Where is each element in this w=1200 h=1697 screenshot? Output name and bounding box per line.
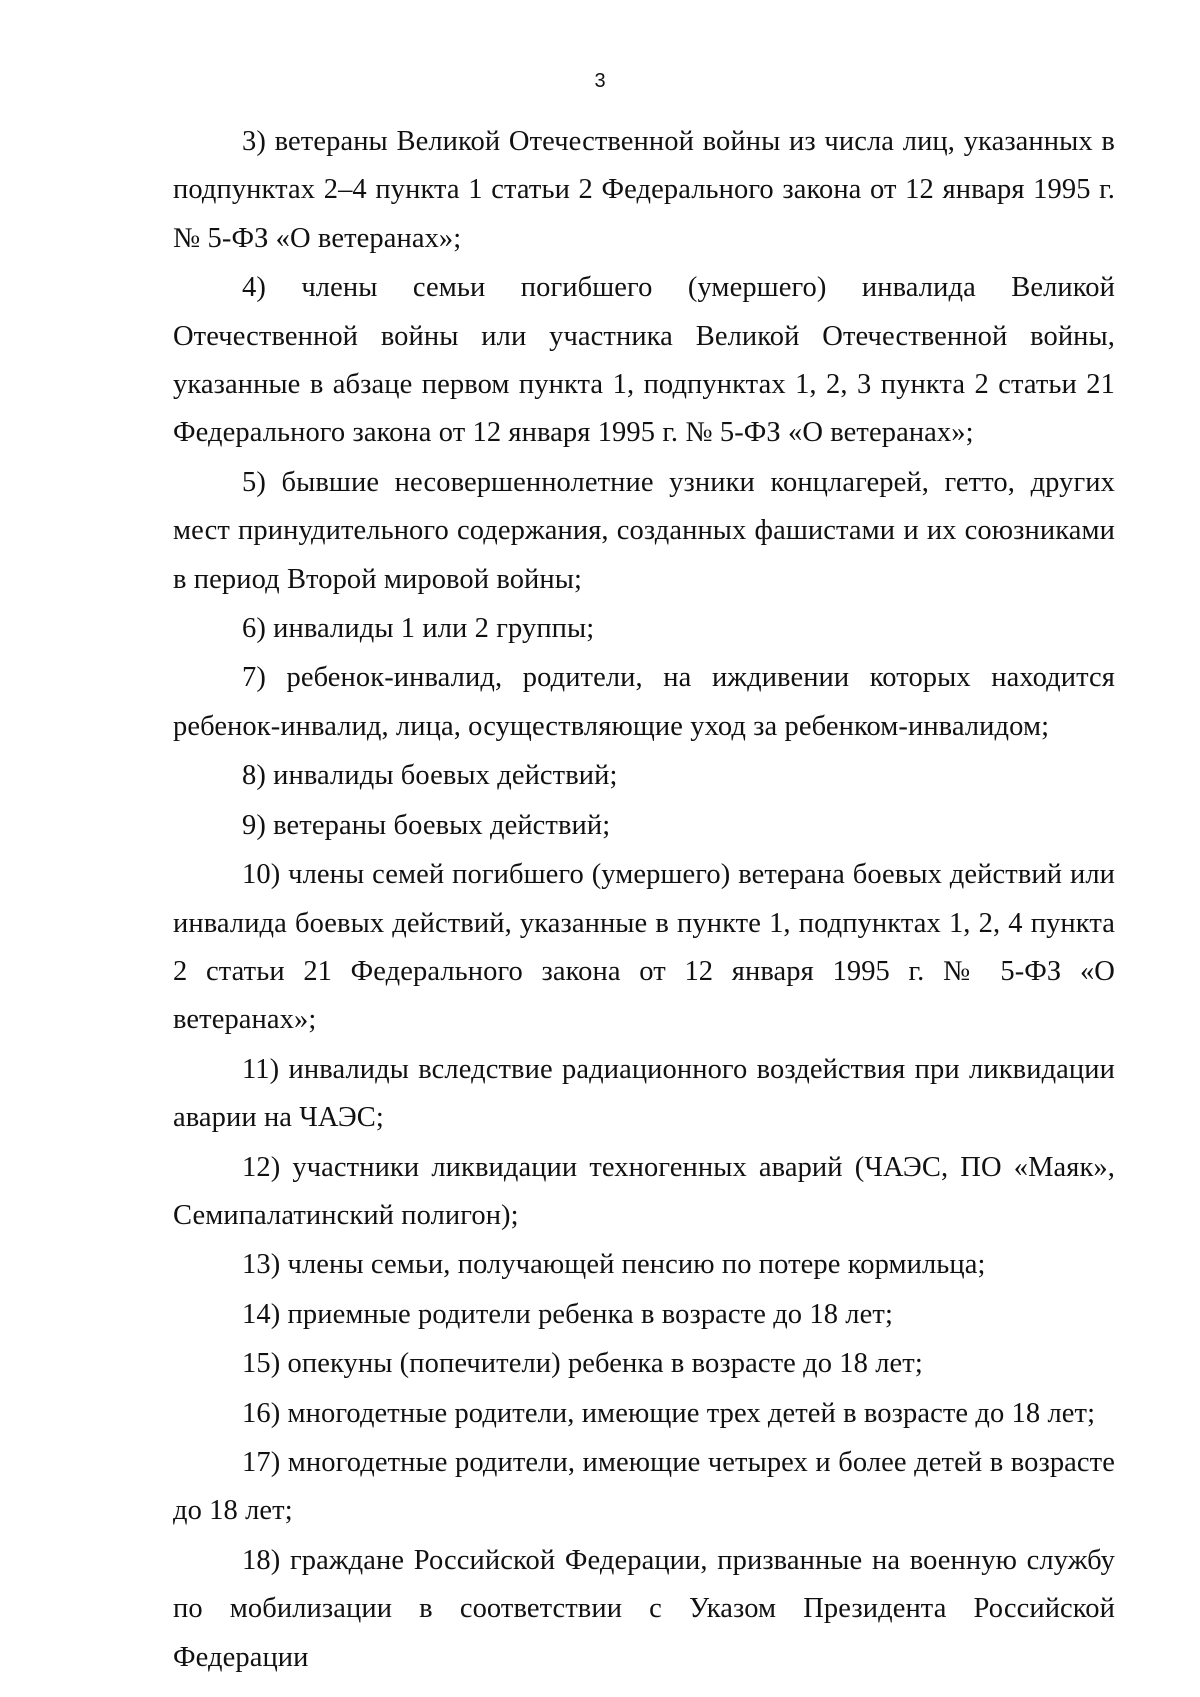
document-body [173, 118, 1115, 1683]
list-item: 9) ветераны боевых действий; [242, 809, 611, 841]
list-item: 4) члены семьи погибшего (умершего) инвалида Великой Отечественной войны или участника Великой Отечественной войны, указанные в абзаце первом пункта 1, подпунктах 1, 2, 3 пункта 2 статьи 21 Федерального закона от 12 января 1995 г. № 5-ФЗ «О ветеранах»; [173, 272, 1115, 449]
list-item: 15) опекуны (попечители) ребенка в возрасте до 18 лет; [242, 1348, 923, 1380]
list-item: 13) члены семьи, получающей пенсию по потере кормильца; [242, 1249, 986, 1281]
list-item: 12) участники ликвидации техногенных аварий (ЧАЭС, ПО «Маяк», Семипалатинский полигон); [173, 1151, 1115, 1231]
list-item: 5) бывшие несовершеннолетние узники концлагерей, гетто, других мест принудительного содержания, созданных фашистами и их союзниками в период Второй мировой войны; [173, 466, 1115, 595]
list-item: 17) многодетные родители, имеющие четырех и более детей в возрасте до 18 лет; [173, 1446, 1115, 1527]
list-item: 7) ребенок-инвалид, родители, на иждивении которых находится ребенок-инвалид, лица, осуществляющие уход за ребенком-инвалидом; [173, 662, 1115, 742]
list-item: 18) граждане Российской Федерации, призванные на военную службу по мобилизации в соответствии с Указом Президента Российской Федерации [173, 1544, 1115, 1673]
list-item: 8) инвалиды боевых действий; [242, 760, 618, 792]
list-item: 6) инвалиды 1 или 2 группы; [242, 613, 595, 645]
list-item: 3) ветераны Великой Отечественной войны из числа лиц, указанных в подпунктах 2–4 пункта 1 статьи 2 Федерального закона от 12 января 1995 г. № 5-ФЗ «О ветеранах»; [173, 126, 1115, 254]
list-item: 14) приемные родители ребенка в возрасте до 18 лет; [242, 1298, 893, 1330]
page-number: 3 [594, 70, 606, 92]
list-item: 10) члены семей погибшего (умершего) ветерана боевых действий или инвалида боевых действий, указанные в пункте 1, подпунктах 1, 2, 4 пункта 2 статьи 21 Федерального закона от 12 января 1995 г. № 5-ФЗ «О ветеранах»; [173, 859, 1115, 1036]
list-item: 16) многодетные родители, имеющие трех детей в возрасте до 18 лет; [242, 1397, 1096, 1429]
list-item: 11) инвалиды вследствие радиационного воздействия при ликвидации аварии на ЧАЭС; [173, 1053, 1115, 1134]
